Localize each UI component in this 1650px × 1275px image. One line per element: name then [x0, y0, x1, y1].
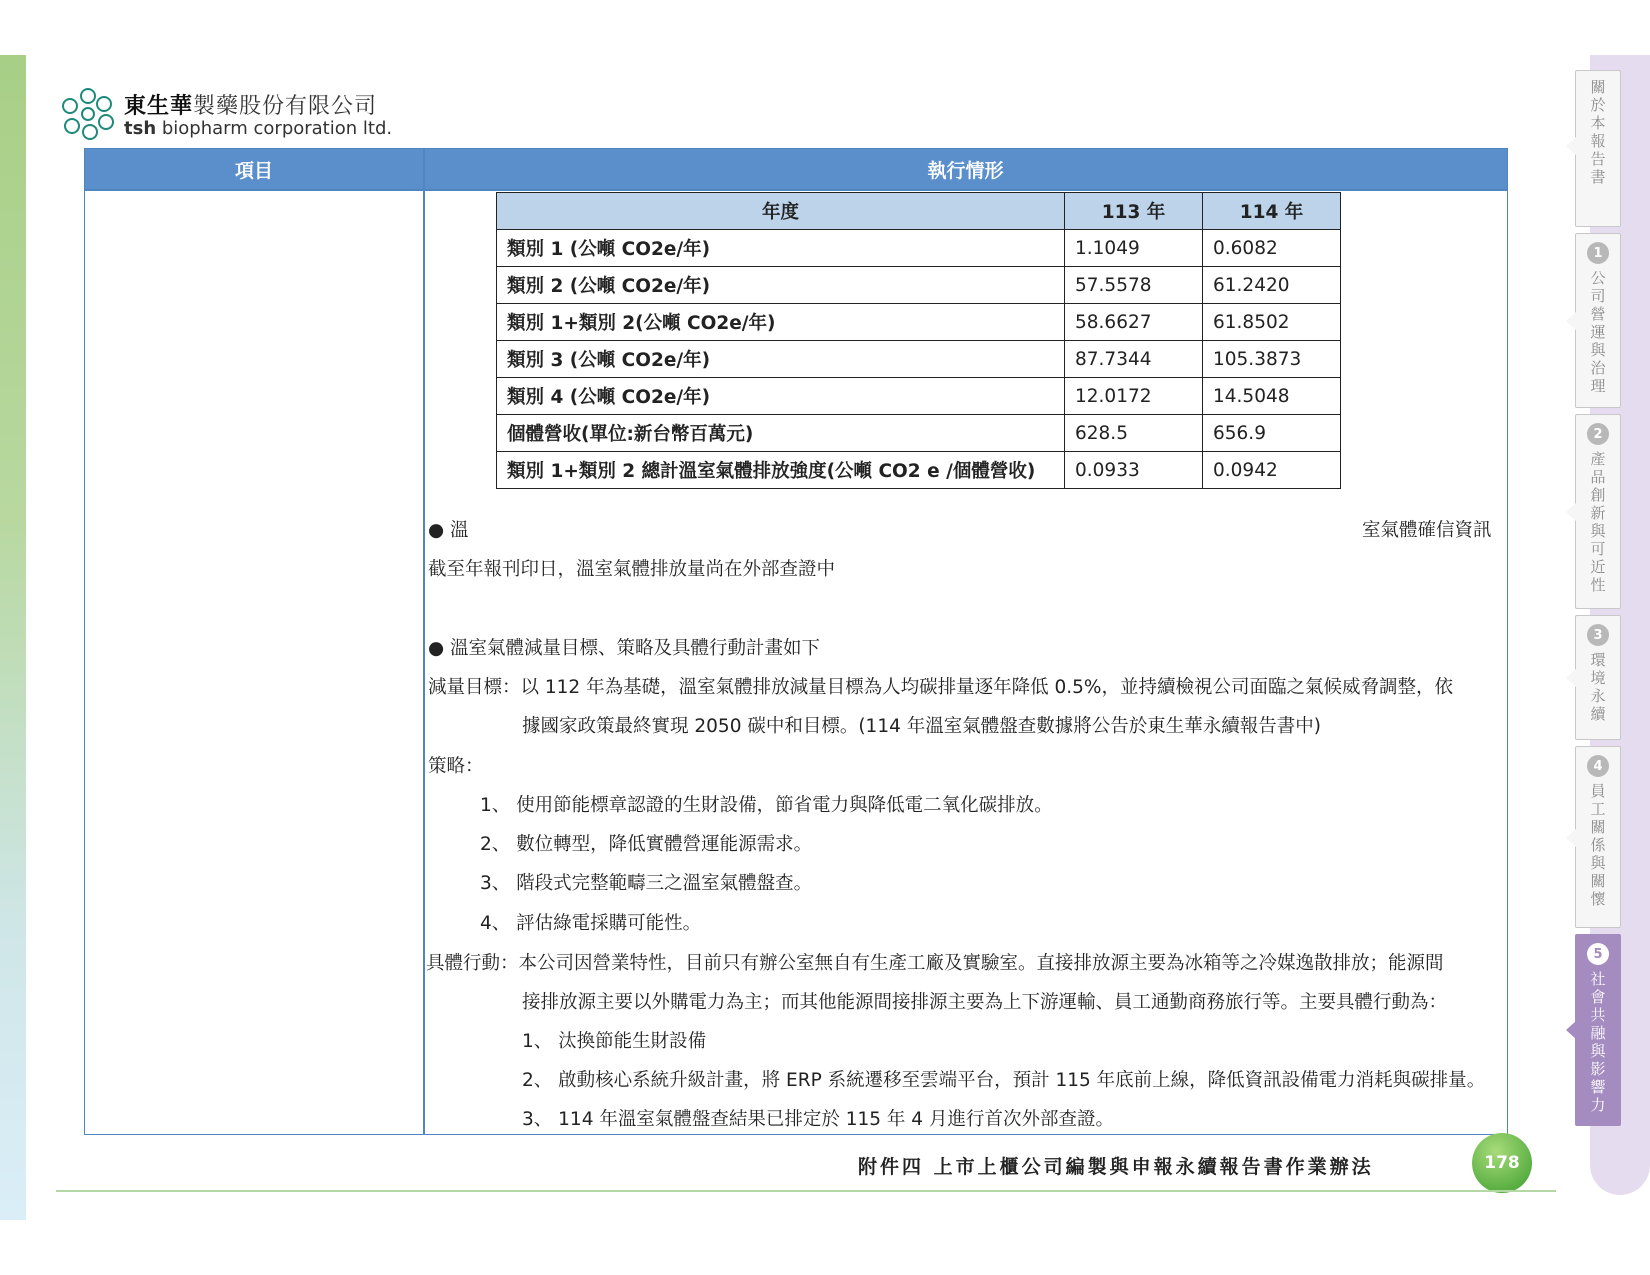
tab-pointer-icon [1566, 669, 1576, 687]
row-label: 類別 1+類別 2(公噸 CO2e/年) [497, 304, 1065, 341]
logo-emblem-icon [56, 84, 120, 144]
side-tab-label: 關於本報告書 [1588, 79, 1607, 187]
value-114: 14.5048 [1203, 378, 1341, 415]
tab-number-badge: 4 [1587, 755, 1609, 777]
row-label: 類別 1+類別 2 總計溫室氣體排放強度(公噸 CO2 e /個體營收) [497, 452, 1065, 489]
value-114: 61.8502 [1203, 304, 1341, 341]
action-item: 1、 汰換節能生財設備 [522, 1031, 707, 1052]
value-113: 0.0933 [1065, 452, 1203, 489]
tab-pointer-icon [1566, 829, 1576, 847]
tab-pointer-icon [1566, 137, 1576, 155]
row-label: 個體營收(單位:新台幣百萬元) [497, 415, 1065, 452]
side-tab-5[interactable] [1575, 934, 1621, 1126]
value-114: 656.9 [1203, 415, 1341, 452]
table-row [497, 452, 1341, 489]
tab-pointer-icon [1566, 503, 1576, 521]
value-114: 61.2420 [1203, 267, 1341, 304]
ghg-header-113: 113 年 [1065, 193, 1203, 230]
value-114: 0.0942 [1203, 452, 1341, 489]
table-row [497, 230, 1341, 267]
strategy-item: 1、 使用節能標章認證的生財設備，節省電力與降低電二氧化碳排放。 [480, 795, 1053, 816]
action-item: 2、 啟動核心系統升級計畫，將 ERP 系統遷移至雲端平台，預計 115 年底前上線，降低資訊設備電力消耗與碳排量。 [522, 1070, 1486, 1091]
value-113: 12.0172 [1065, 378, 1203, 415]
assurance-title-left: ● 溫 [428, 520, 469, 541]
row-label: 類別 3 (公噸 CO2e/年) [497, 341, 1065, 378]
company-logo [56, 84, 392, 144]
side-tab-label: 產品創新與可近性 [1588, 451, 1607, 595]
side-tab-label: 員工關係與關懷 [1588, 783, 1607, 909]
row-label: 類別 2 (公噸 CO2e/年) [497, 267, 1065, 304]
header-status: 執行情形 [424, 149, 1507, 189]
strategy-item: 2、 數位轉型，降低實體營運能源需求。 [480, 834, 813, 855]
side-tab-4[interactable] [1575, 746, 1621, 928]
reduction-goal-line1: 減量目標：以 112 年為基礎，溫室氣體排放減量目標為人均碳排量逐年降低 0.5%，並持續檢視公司面臨之氣候威脅調整，依 [428, 677, 1453, 698]
tab-number-badge: 3 [1587, 624, 1609, 646]
side-tab-label: 公司營運與治理 [1588, 270, 1607, 396]
footer-divider [56, 1190, 1556, 1192]
strategy-label: 策略： [428, 756, 484, 777]
side-tab-1[interactable] [1575, 233, 1621, 408]
table-row [497, 267, 1341, 304]
table-row [497, 415, 1341, 452]
tab-pointer-icon [1566, 312, 1576, 330]
ghg-table-header-row [497, 193, 1341, 230]
action-line2: 接排放源主要以外購電力為主；而其他能源間接排源主要為上下游運輸、員工通勤商務旅行等。主要具體行動為： [522, 992, 1448, 1013]
row-label: 類別 1 (公噸 CO2e/年) [497, 230, 1065, 267]
strategy-item: 3、 階段式完整範疇三之溫室氣體盤查。 [480, 873, 813, 894]
logo-english-name: tsh biopharm corporation ltd. [124, 118, 393, 139]
row-label: 類別 4 (公噸 CO2e/年) [497, 378, 1065, 415]
page-number-badge: 178 [1472, 1133, 1532, 1193]
reduction-title: ● 溫室氣體減量目標、策略及具體行動計畫如下 [428, 638, 821, 659]
action-line1: 具體行動：本公司因營業特性，目前只有辦公室無自有生產工廠及實驗室。直接排放源主要為冰箱等之冷媒逸散排放；能源間 [426, 953, 1444, 974]
side-tab-about[interactable] [1575, 70, 1621, 227]
value-114: 0.6082 [1203, 230, 1341, 267]
header-divider [85, 189, 1507, 191]
tab-number-badge: 5 [1587, 943, 1609, 965]
table-row [497, 304, 1341, 341]
side-tab-2[interactable] [1575, 414, 1621, 609]
strategy-item: 4、 評估綠電採購可能性。 [480, 913, 702, 934]
value-113: 57.5578 [1065, 267, 1203, 304]
header-item: 項目 [85, 149, 423, 189]
value-113: 1.1049 [1065, 230, 1203, 267]
assurance-text: 截至年報刊印日，溫室氣體排放量尚在外部查證中 [428, 559, 836, 580]
table-row [497, 341, 1341, 378]
value-113: 58.6627 [1065, 304, 1203, 341]
ghg-header-114: 114 年 [1203, 193, 1341, 230]
table-row [497, 378, 1341, 415]
tab-number-badge: 2 [1587, 423, 1609, 445]
value-113: 87.7344 [1065, 341, 1203, 378]
side-tab-label: 環境永續 [1588, 652, 1607, 724]
tab-number-badge: 1 [1587, 242, 1609, 264]
value-114: 105.3873 [1203, 341, 1341, 378]
assurance-title-right: 室氣體確信資訊 [1362, 520, 1492, 541]
ghg-emissions-table [496, 192, 1341, 489]
footer-title: 附件四 上市上櫃公司編製與申報永續報告書作業辦法 [858, 1156, 1374, 1178]
side-tab-label: 社會共融與影響力 [1588, 971, 1607, 1115]
tab-pointer-icon [1566, 1021, 1576, 1039]
ghg-header-year: 年度 [497, 193, 1065, 230]
reduction-goal-line2: 據國家政策最終實現 2050 碳中和目標。(114 年溫室氣體盤查數據將公告於東生華永續報告書中) [522, 716, 1321, 737]
value-113: 628.5 [1065, 415, 1203, 452]
side-tab-3[interactable] [1575, 615, 1621, 740]
column-divider [423, 149, 425, 1134]
action-item: 3、 114 年溫室氣體盤查結果已排定於 115 年 4 月進行首次外部查證。 [522, 1109, 1114, 1130]
left-decor-bar [0, 55, 26, 1220]
logo-chinese-name: 東生華製藥股份有限公司 [124, 94, 378, 119]
